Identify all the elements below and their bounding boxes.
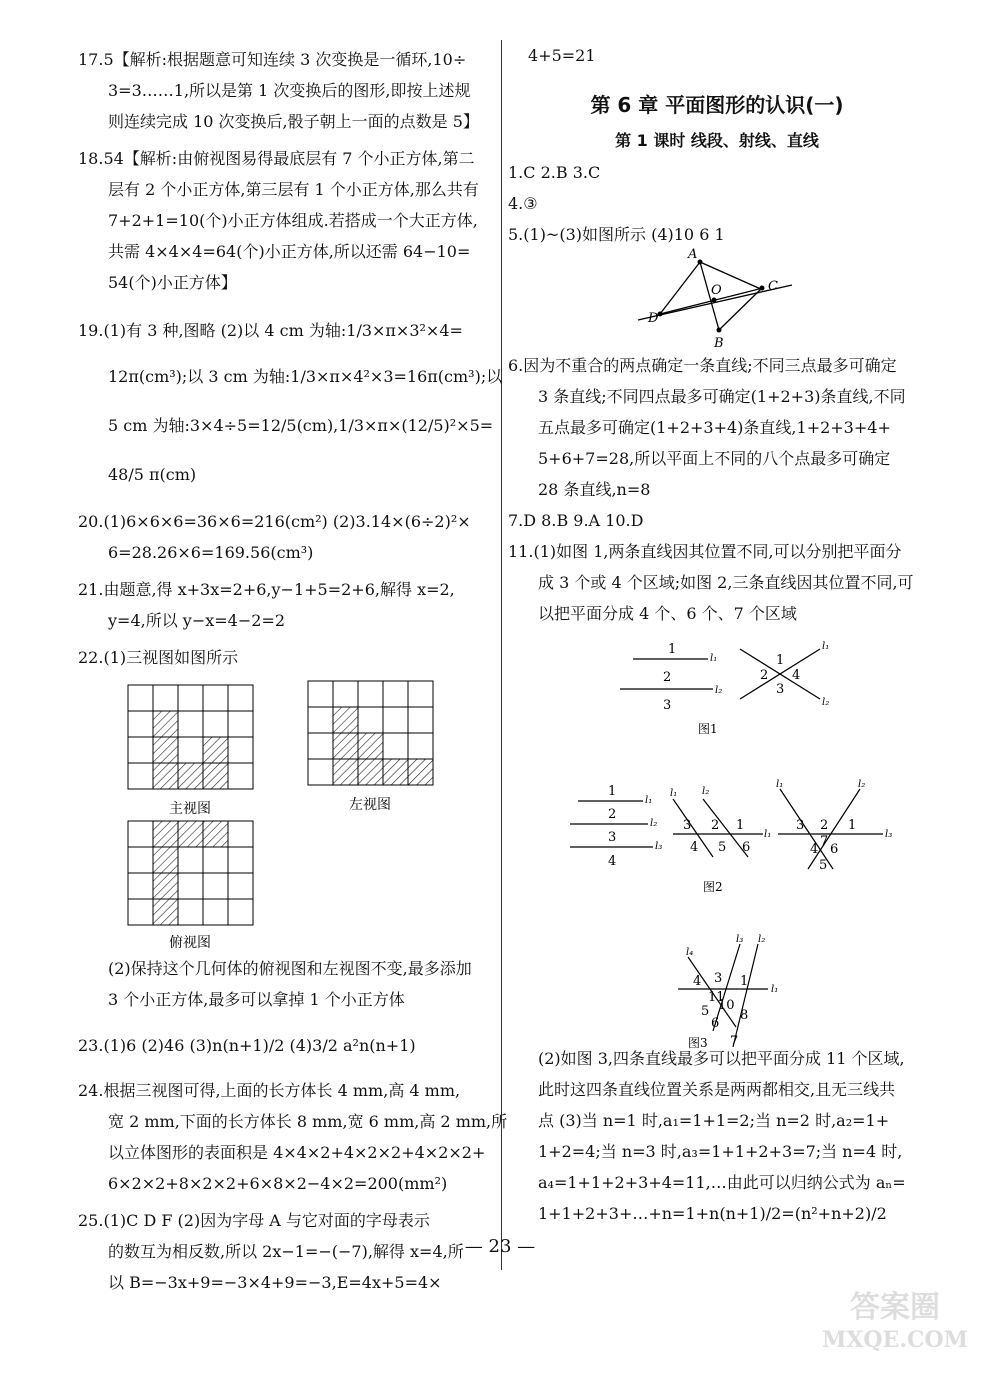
text-line: 层有 2 个小正方体,第三层有 1 个小正方体,那么共有: [108, 180, 479, 199]
text-line: 成 3 个或 4 个区域;如图 2,三条直线因其位置不同,可: [538, 573, 914, 592]
region-label: 2: [663, 670, 672, 685]
answer-22: [78, 642, 496, 1015]
line-label: l₁: [710, 653, 718, 664]
text-line: 宽 2 mm,下面的长方体长 8 mm,宽 6 mm,高 2 mm,所: [108, 1112, 508, 1131]
text-line: 12π(cm³);以 3 cm 为轴:1/3×π×4²×3=16π(cm³);以: [108, 367, 503, 386]
text-line: 3 个小正方体,最多可以拿掉 1 个小正方体: [108, 990, 405, 1009]
right-column: [508, 40, 926, 1229]
text-line: 28 条直线,n=8: [538, 480, 651, 499]
text-line: 五点最多可确定(1+2+3+4)条直线,1+2+3+4+: [538, 418, 891, 437]
region-label: 1: [740, 974, 749, 989]
line-label: l₄: [686, 947, 694, 958]
text-line: 3 条直线;不同四点最多可确定(1+2+3)条直线,不同: [538, 387, 906, 406]
region-label: 3: [683, 818, 692, 833]
line-label: l₁: [670, 788, 678, 799]
svg-text:答案圈: 答案圈: [850, 1290, 940, 1325]
text-line: 以把平面分成 4 个、6 个、7 个区域: [538, 604, 797, 623]
left-view-label: 左视图: [349, 797, 391, 813]
line-label: l₃: [655, 841, 663, 852]
text-line: 6=28.26×6=169.56(cm³): [108, 543, 314, 562]
line-label: l₃: [885, 829, 893, 840]
figure-5: [508, 247, 926, 351]
text-line: 3=3……1,所以是第 1 次变换后的图形,即按上述规: [108, 81, 471, 100]
line-label: l₂: [702, 786, 710, 797]
answer-4: 4.③: [508, 194, 538, 213]
region-label: 4: [608, 854, 617, 869]
text-line: 22.(1)三视图如图所示: [78, 648, 239, 667]
text-line: 此时这四条直线位置关系是两两都相交,且无三线共: [538, 1080, 896, 1099]
point-label: O: [711, 283, 722, 298]
text-line: 7+2+1=10(个)小正方体组成.若搭成一个大正方体,: [108, 211, 478, 230]
region-label: 1: [668, 642, 677, 657]
region-label: 6: [830, 842, 839, 857]
point-label: C: [768, 279, 778, 294]
line-label: l₂: [858, 779, 866, 790]
text-line: 25.(1)C D F (2)因为字母 A 与它对面的字母表示: [78, 1211, 430, 1230]
answer-21: [78, 574, 496, 636]
front-view-grid: [128, 685, 253, 817]
line-label: l₁: [771, 984, 779, 995]
region-label: 4: [810, 842, 819, 857]
chapter-title: 第 6 章 平面图形的认识(一): [590, 93, 844, 117]
answer-7-10: 7.D 8.B 9.A 10.D: [508, 511, 644, 530]
line-label: l₁: [822, 641, 830, 652]
text-line: 6.因为不重合的两点确定一条直线;不同三点最多可确定: [508, 356, 897, 375]
text-line: 21.由题意,得 x+3x=2+6,y−1+5=2+6,解得 x=2,: [78, 580, 455, 599]
region-label: 3: [608, 830, 617, 845]
top-view-grid: [128, 821, 253, 951]
text-line: 共需 4×4×4=64(个)小正方体,所以还需 64−10=: [108, 242, 471, 261]
text-line: 20.(1)6×6×6=36×6=216(cm²) (2)3.14×(6÷2)²×: [78, 512, 471, 531]
region-label: 2: [760, 668, 769, 683]
text-line: (2)保持这个几何体的俯视图和左视图不变,最多添加: [108, 959, 472, 978]
line-label: l₂: [758, 934, 766, 945]
region-label: 1: [608, 784, 617, 799]
point-label: D: [648, 311, 659, 326]
region-label: 1: [848, 818, 857, 833]
answer-20: [78, 506, 496, 568]
left-view-grid: [308, 681, 433, 813]
lesson-title: 第 1 课时 线段、射线、直线: [615, 131, 819, 150]
figure-1-2-3: [508, 629, 926, 1050]
text-line: 点 (3)当 n=1 时,a₁=1+1=2;当 n=2 时,a₂=1+: [538, 1111, 890, 1130]
top-view-label: 俯视图: [169, 935, 211, 951]
text-line: a₄=1+1+2+3+4=11,…由此可以归纳公式为 aₙ=: [538, 1173, 906, 1192]
region-label: 3: [663, 698, 672, 713]
region-label: 3: [776, 682, 785, 697]
text-line: 5+6+7=28,所以平面上不同的八个点最多可确定: [538, 449, 891, 468]
text-line: 23.(1)6 (2)46 (3)n(n+1)/2 (4)3/2 a²n(n+1): [78, 1036, 416, 1055]
line-label: l₁: [764, 829, 772, 840]
region-label: 11: [708, 990, 725, 1005]
region-label: 10: [718, 998, 735, 1013]
region-label: 6: [742, 840, 751, 855]
text-line: 24.根据三视图可得,上面的长方体长 4 mm,高 4 mm,: [78, 1081, 461, 1100]
region-label: 4: [690, 840, 699, 855]
text-line: 11.(1)如图 1,两条直线因其位置不同,可以分别把平面分: [508, 542, 902, 561]
region-label: 2: [711, 818, 720, 833]
answer-18: [78, 143, 496, 298]
region-label: 1: [736, 818, 745, 833]
column-divider: [501, 40, 502, 1270]
region-label: 3: [714, 971, 723, 986]
answer-6: [508, 350, 926, 505]
text-line: (2)如图 3,四条直线最多可以把平面分成 11 个区域,: [538, 1049, 905, 1068]
text-line: 17.5【解析:根据题意可知连续 3 次变换是一循环,10÷: [78, 50, 467, 69]
svg-text:MXQE.COM: MXQE.COM: [821, 1327, 969, 1353]
text-line: 以 B=−3x+9=−3×4+9=−3,E=4x+5=4×: [108, 1273, 442, 1292]
answer-1-3: 1.C 2.B 3.C: [508, 163, 601, 182]
region-label: 4: [693, 974, 702, 989]
text-line: 19.(1)有 3 种,图略 (2)以 4 cm 为轴:1/3×π×3²×4=: [78, 321, 463, 340]
three-views-figure: [78, 673, 496, 953]
point-label: B: [714, 336, 724, 351]
region-label: 7: [820, 834, 829, 849]
region-label: 8: [740, 1008, 749, 1023]
page-number: — 23 —: [464, 1236, 536, 1257]
point-label: A: [688, 247, 698, 262]
region-label: 6: [711, 1016, 720, 1031]
text-line: 则连续完成 10 次变换后,骰子朝上一面的点数是 5】: [108, 112, 479, 131]
answer-19: [78, 308, 503, 498]
text-line: 4+5=21: [528, 46, 596, 65]
text-line: 以立体图形的表面积是 4×4×2+4×2×2+4×2×2+: [108, 1143, 486, 1162]
line-label: l₂: [822, 697, 830, 708]
text-line: 54(个)小正方体】: [108, 273, 237, 292]
region-label: 4: [792, 668, 801, 683]
answer-11: [508, 536, 926, 629]
watermark-logo: [800, 1275, 990, 1355]
line-label: l₂: [715, 685, 723, 696]
region-label: 5: [819, 858, 828, 873]
region-label: 2: [608, 807, 617, 822]
line-label: l₁: [645, 795, 653, 806]
text-line: 18.54【解析:由俯视图易得最底层有 7 个小正方体,第二: [78, 149, 475, 168]
figure-caption: 图3: [688, 1036, 708, 1050]
region-label: 2: [820, 818, 829, 833]
region-label: 3: [796, 818, 805, 833]
answer-5: 5.(1)~(3)如图所示 (4)10 6 1: [508, 225, 725, 244]
text-line: y=4,所以 y−x=4−2=2: [108, 611, 286, 630]
answer-11-part2: [508, 1043, 926, 1229]
region-label: 7: [730, 1034, 739, 1049]
text-line: 的数互为相反数,所以 2x−1=−(−7),解得 x=4,所: [108, 1242, 464, 1261]
text-line: 1+1+2+3+…+n=1+n(n+1)/2=(n²+n+2)/2: [538, 1204, 887, 1223]
region-label: 5: [701, 1004, 710, 1019]
text-line: 1+2=4;当 n=3 时,a₃=1+1+2+3=7;当 n=4 时,: [538, 1142, 903, 1161]
line-label: l₃: [736, 934, 744, 945]
line-label: l₁: [776, 779, 784, 790]
text-line: 6×2×2+8×2×2+6×8×2−4×2=200(mm²): [108, 1174, 448, 1193]
figure-caption: 图2: [703, 880, 723, 894]
page-number-value: 23: [488, 1236, 512, 1257]
answer-23: [78, 1023, 496, 1069]
region-label: 1: [776, 653, 785, 668]
region-label: 5: [718, 840, 727, 855]
text-line: 5 cm 为轴:3×4÷5=12/5(cm),1/3×π×(12/5)²×5=: [108, 416, 494, 435]
answer-24: [78, 1075, 508, 1199]
text-line: 48/5 π(cm): [108, 465, 197, 484]
figure-caption: 图1: [698, 722, 718, 736]
line-label: l₂: [650, 818, 658, 829]
front-view-label: 主视图: [169, 801, 211, 817]
answer-17: [78, 44, 496, 137]
left-column: [78, 44, 508, 1298]
